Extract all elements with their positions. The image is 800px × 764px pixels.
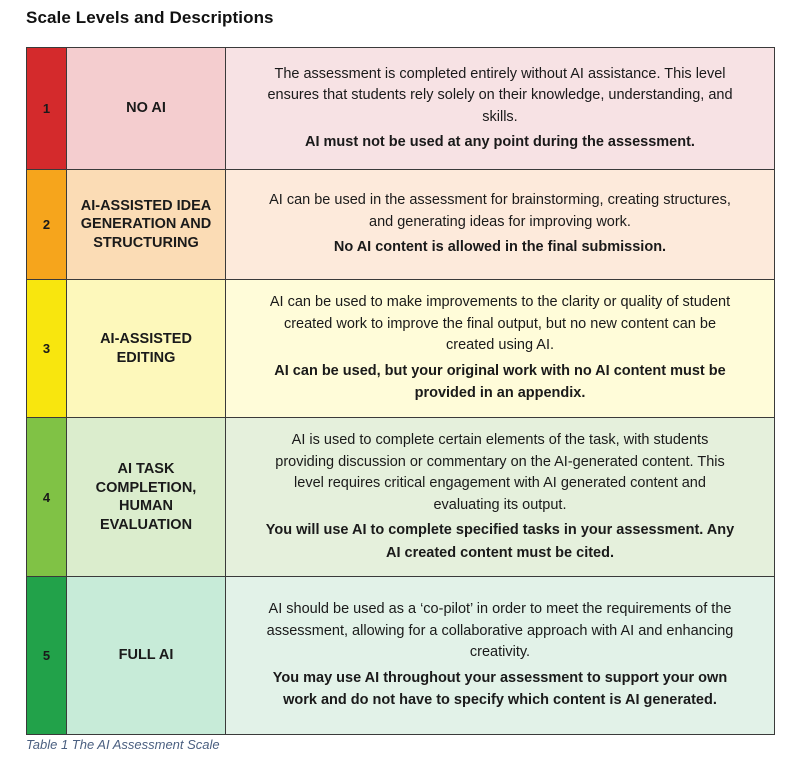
table-row-level-4 xyxy=(27,418,775,577)
level-description-text: AI can be used in the assessment for brainstorming, creating structures, and generating ideas for improving work. xyxy=(269,192,731,230)
level-description-cell xyxy=(226,280,775,418)
level-name-cell: AI TASK COMPLETION, HUMAN EVALUATION xyxy=(67,418,226,577)
level-description-text: AI is used to complete certain elements of the task, with students providing discussion or commentary on the AI-generated content. This level requires critical engagement with AI generated content and evaluating its output. xyxy=(275,432,725,513)
level-number-cell: 4 xyxy=(27,418,67,577)
table-row-level-1 xyxy=(27,48,775,170)
level-description-cell xyxy=(226,577,775,735)
level-name-cell: NO AI xyxy=(67,48,226,170)
level-name-cell: FULL AI xyxy=(67,577,226,735)
table-row-level-5 xyxy=(27,577,775,735)
ai-assessment-scale-table xyxy=(26,47,775,735)
level-description-cell xyxy=(226,170,775,280)
level-rule-text: AI can be used, but your original work with no AI content must be provided in an appendix. xyxy=(274,362,726,402)
level-description-text: AI can be used to make improvements to the clarity or quality of student created work to improve the final output, but no new content can be created using AI. xyxy=(269,294,731,354)
table-caption: Table 1 The AI Assessment Scale xyxy=(26,737,220,752)
level-rule-text: AI must not be used at any point during the assessment. xyxy=(305,134,695,150)
level-description-text: The assessment is completed entirely without AI assistance. This level ensures that students rely solely on their knowledge, understanding, and skills. xyxy=(267,65,733,125)
level-description-text: AI should be used as a ‘co-pilot’ in order to meet the requirements of the assessment, allowing for a collaborative approach with AI and enhancing creativity. xyxy=(266,601,734,661)
level-number-cell: 5 xyxy=(27,577,67,735)
level-number-cell: 1 xyxy=(27,48,67,170)
level-name-cell: AI-ASSISTED EDITING xyxy=(67,280,226,418)
level-rule-text: You may use AI throughout your assessment to support your own work and do not have to specify which content is AI generated. xyxy=(272,669,728,709)
level-number-cell: 3 xyxy=(27,280,67,418)
level-description-cell xyxy=(226,48,775,170)
level-name-cell: AI-ASSISTED IDEA GENERATION AND STRUCTURING xyxy=(67,170,226,280)
level-rule-text: No AI content is allowed in the final submission. xyxy=(333,239,667,256)
table-row-level-3 xyxy=(27,280,775,418)
level-description-cell xyxy=(226,418,775,577)
table-row-level-2 xyxy=(27,170,775,280)
level-number-cell: 2 xyxy=(27,170,67,280)
page-title: Scale Levels and Descriptions xyxy=(26,8,274,27)
level-rule-text: You will use AI to complete specified tasks in your assessment. Any AI created content must be cited. xyxy=(265,522,735,561)
